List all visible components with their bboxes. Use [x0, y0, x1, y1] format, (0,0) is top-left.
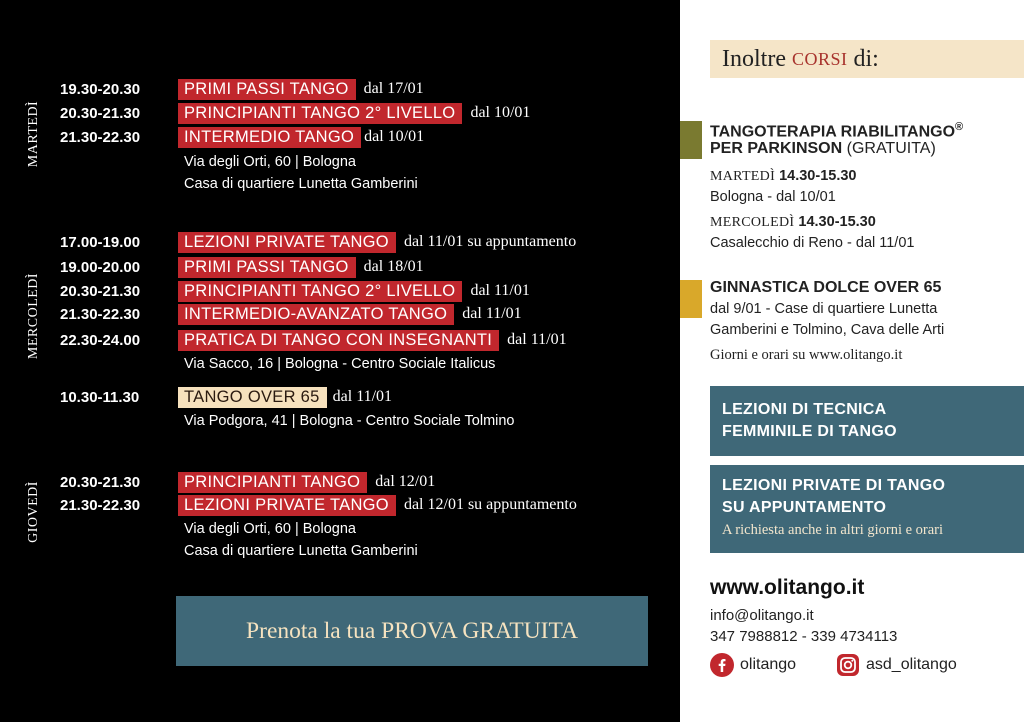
course-tag: PRINCIPIANTI TANGO 2° LIVELLO	[178, 281, 462, 302]
box-title: FEMMINILE DI TANGO	[722, 423, 897, 440]
course-tag: LEZIONI PRIVATE TANGO	[178, 232, 396, 253]
phone-numbers: 347 7988812 - 339 4734113	[710, 628, 898, 645]
schedule-row	[60, 494, 577, 516]
instagram-icon	[836, 653, 860, 677]
registered-mark: ®	[955, 121, 964, 133]
instagram-link[interactable]	[836, 653, 957, 677]
header-word: di:	[847, 45, 879, 72]
schedule-row	[60, 256, 424, 278]
start-date: dal 11/01	[332, 388, 393, 405]
start-date: dal 11/01	[462, 305, 522, 322]
course-tag: PRATICA DI TANGO CON INSEGNANTI	[178, 330, 499, 351]
facebook-link[interactable]	[710, 653, 796, 677]
slot-day: MERCOLEDÌ	[710, 215, 795, 230]
website-link[interactable]: www.olitango.it	[710, 576, 865, 599]
venue-address: Via Podgora, 41 | Bologna - Centro Sociale Tolmino	[184, 413, 515, 429]
slot-wednesday	[710, 212, 876, 233]
time-slot: 20.30-21.30	[60, 473, 141, 491]
facebook-icon	[710, 653, 734, 677]
schedule-row	[60, 329, 567, 351]
free-trial-banner[interactable]	[176, 596, 648, 666]
start-date: dal 11/01 su appuntamento	[403, 233, 577, 250]
tangoterapia-subtitle	[710, 139, 936, 159]
address-line: Via degli Orti, 60 | Bologna	[184, 154, 356, 170]
schedule-row	[60, 303, 522, 325]
other-courses-header	[710, 40, 1024, 78]
slot-place: Bologna - dal 10/01	[710, 189, 836, 205]
schedule-row	[60, 231, 576, 253]
course-tag: PRINCIPIANTI TANGO 2° LIVELLO	[178, 103, 462, 124]
email-link[interactable]: info@olitango.it	[710, 607, 814, 624]
olive-accent-bar	[680, 121, 702, 159]
start-date: dal 11/01	[470, 282, 530, 299]
tecnica-femminile-box[interactable]	[710, 386, 1024, 456]
schedule-row	[60, 78, 424, 100]
title-line: TANGOTERAPIA RIABILITANGO	[710, 123, 956, 141]
header-word: Inoltre	[722, 45, 792, 72]
course-tag: PRINCIPIANTI TANGO	[178, 472, 367, 493]
venue-address	[184, 151, 418, 195]
header-highlight: CORSI	[791, 48, 848, 69]
day-label-thursday: GIOVEDÌ	[26, 481, 41, 543]
ginnastica-title: GINNASTICA DOLCE OVER 65	[710, 279, 942, 296]
start-date: dal 10/01	[470, 104, 531, 121]
other-courses-panel	[680, 0, 1024, 722]
schedule-row	[60, 280, 530, 302]
time-slot: 19.30-20.30	[60, 80, 141, 98]
start-date: dal 12/01 su appuntamento	[403, 496, 577, 513]
schedule-row	[60, 102, 530, 124]
slot-time: 14.30-15.30	[775, 168, 857, 184]
facebook-handle: olitango	[740, 656, 797, 673]
start-date: dal 17/01	[363, 80, 424, 97]
venue-name: Casa di quartiere Lunetta Gamberini	[184, 543, 418, 559]
ginnastica-line: dal 9/01 - Case di quartiere Lunetta	[710, 301, 938, 317]
box-title: LEZIONI DI TECNICA	[722, 401, 887, 418]
slot-tuesday	[710, 166, 856, 187]
title-note: (GRATUITA)	[842, 140, 936, 157]
address-line: Via degli Orti, 60 | Bologna	[184, 521, 356, 537]
course-tag: LEZIONI PRIVATE TANGO	[178, 495, 396, 516]
box-title: LEZIONI PRIVATE DI TANGO	[722, 477, 946, 494]
time-slot: 19.00-20.00	[60, 258, 141, 276]
title-line: PER PARKINSON	[710, 140, 843, 157]
time-slot: 17.00-19.00	[60, 233, 141, 251]
time-slot: 22.30-24.00	[60, 331, 141, 349]
schedule-row	[60, 126, 424, 148]
course-tag: INTERMEDIO-AVANZATO TANGO	[178, 304, 454, 325]
cta-prefix: Prenota la tua	[246, 617, 382, 644]
course-tag: TANGO OVER 65	[178, 387, 327, 408]
cta-highlight: PROVA GRATUITA	[381, 617, 578, 644]
course-tag: PRIMI PASSI TANGO	[178, 79, 356, 100]
day-label-wednesday: MERCOLEDÌ	[26, 272, 41, 360]
start-date: dal 18/01	[363, 258, 424, 275]
ginnastica-line: Gamberini e Tolmino, Cava delle Arti	[710, 322, 945, 338]
course-tag: PRIMI PASSI TANGO	[178, 257, 356, 278]
venue-address	[184, 518, 418, 562]
time-slot: 20.30-21.30	[60, 104, 141, 122]
box-title: SU APPUNTAMENTO	[722, 499, 887, 516]
time-slot: 21.30-22.30	[60, 496, 141, 514]
time-slot: 20.30-21.30	[60, 282, 141, 300]
venue-address: Via Sacco, 16 | Bologna - Centro Sociale Italicus	[184, 356, 496, 372]
private-lessons-box[interactable]	[710, 465, 1024, 553]
start-date: dal 11/01	[507, 331, 567, 348]
mustard-accent-bar	[680, 280, 702, 318]
slot-place: Casalecchio di Reno - dal 11/01	[710, 235, 915, 251]
venue-name: Casa di quartiere Lunetta Gamberini	[184, 176, 418, 192]
box-subtitle: A richiesta anche in altri giorni e orari	[722, 522, 944, 538]
day-label-tuesday: MARTEDÌ	[26, 100, 41, 168]
time-slot: 21.30-22.30	[60, 305, 141, 323]
time-slot: 21.30-22.30	[60, 128, 141, 146]
slot-day: MARTEDÌ	[710, 169, 776, 184]
start-date: dal 12/01	[375, 473, 436, 490]
slot-time: 14.30-15.30	[794, 214, 876, 230]
ginnastica-info: Giorni e orari su www.olitango.it	[710, 347, 903, 363]
schedule-row	[60, 471, 435, 493]
instagram-handle: asd_olitango	[866, 656, 957, 673]
schedule-row	[60, 386, 392, 408]
course-tag: INTERMEDIO TANGO	[178, 127, 361, 148]
start-date: dal 10/01	[364, 128, 425, 145]
time-slot: 10.30-11.30	[60, 388, 140, 406]
